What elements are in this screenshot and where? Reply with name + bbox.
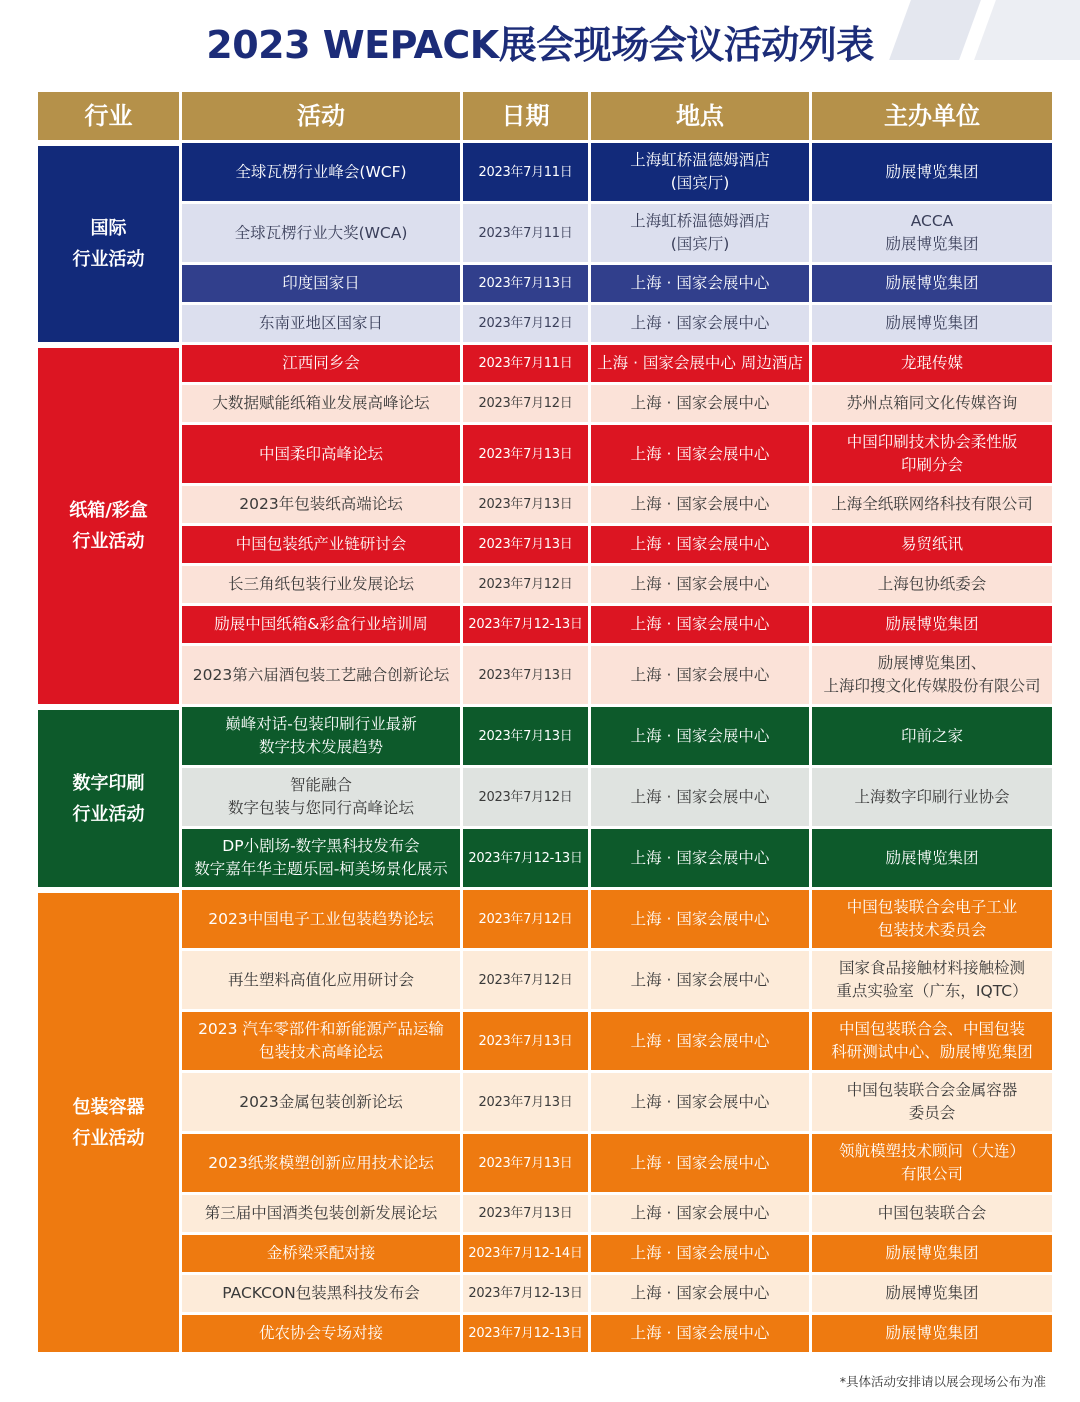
industry-category: 纸箱/彩盒 行业活动 (38, 348, 179, 704)
location-cell: 上海 · 国家会展中心 (591, 486, 809, 523)
organizer-cell: 励展博览集团、 上海印搜文化传媒股份有限公司 (812, 646, 1052, 704)
activity-cell: 印度国家日 (182, 265, 460, 302)
date-cell: 2023年7月12-13日 (463, 1275, 588, 1312)
activity-cell: 2023中国电子工业包装趋势论坛 (182, 890, 460, 948)
date-cell: 2023年7月12日 (463, 385, 588, 422)
industry-category: 国际 行业活动 (38, 146, 179, 342)
date-cell: 2023年7月13日 (463, 265, 588, 302)
organizer-cell: 领航模塑技术顾问（大连） 有限公司 (812, 1134, 1052, 1192)
location-cell: 上海 · 国家会展中心 (591, 425, 809, 483)
activity-cell: 巅峰对话-包装印刷行业最新 数字技术发展趋势 (182, 707, 460, 765)
organizer-cell: 中国包装联合会电子工业 包装技术委员会 (812, 890, 1052, 948)
date-cell: 2023年7月13日 (463, 1134, 588, 1192)
location-cell: 上海虹桥温德姆酒店 (国宾厅) (591, 204, 809, 262)
activity-table (38, 92, 1052, 1352)
activity-cell: 东南亚地区国家日 (182, 305, 460, 342)
activity-cell: 全球瓦楞行业大奖(WCA) (182, 204, 460, 262)
industry-category: 数字印刷 行业活动 (38, 710, 179, 887)
organizer-cell: 上海数字印刷行业协会 (812, 768, 1052, 826)
organizer-cell: 中国包装联合会 (812, 1195, 1052, 1232)
location-cell: 上海 · 国家会展中心 (591, 385, 809, 422)
location-cell: 上海 · 国家会展中心 (591, 265, 809, 302)
organizer-cell: 励展博览集团 (812, 606, 1052, 643)
header-date: 日期 (463, 92, 588, 140)
date-cell: 2023年7月12日 (463, 566, 588, 603)
date-cell: 2023年7月12日 (463, 951, 588, 1009)
location-cell: 上海 · 国家会展中心 (591, 305, 809, 342)
date-cell: 2023年7月12-14日 (463, 1235, 588, 1272)
organizer-cell: 中国包装联合会金属容器 委员会 (812, 1073, 1052, 1131)
location-cell: 上海 · 国家会展中心 (591, 707, 809, 765)
organizer-cell: ACCA 励展博览集团 (812, 204, 1052, 262)
activity-cell: 大数据赋能纸箱业发展高峰论坛 (182, 385, 460, 422)
header-industry: 行业 (38, 92, 179, 140)
header-activity: 活动 (182, 92, 460, 140)
organizer-cell: 励展博览集团 (812, 265, 1052, 302)
date-cell: 2023年7月13日 (463, 1012, 588, 1070)
organizer-cell: 励展博览集团 (812, 143, 1052, 201)
organizer-cell: 印前之家 (812, 707, 1052, 765)
location-cell: 上海 · 国家会展中心 (591, 1012, 809, 1070)
organizer-cell: 励展博览集团 (812, 1315, 1052, 1352)
activity-cell: 江西同乡会 (182, 345, 460, 382)
activity-cell: 2023第六届酒包装工艺融合创新论坛 (182, 646, 460, 704)
location-cell: 上海 · 国家会展中心 (591, 768, 809, 826)
activity-cell: 再生塑料高值化应用研讨会 (182, 951, 460, 1009)
activity-cell: 优农协会专场对接 (182, 1315, 460, 1352)
organizer-cell: 易贸纸讯 (812, 526, 1052, 563)
date-cell: 2023年7月13日 (463, 425, 588, 483)
location-cell: 上海 · 国家会展中心 周边酒店 (591, 345, 809, 382)
location-cell: 上海 · 国家会展中心 (591, 1315, 809, 1352)
activity-cell: PACKCON包装黑科技发布会 (182, 1275, 460, 1312)
location-cell: 上海 · 国家会展中心 (591, 646, 809, 704)
activity-cell: 2023金属包装创新论坛 (182, 1073, 460, 1131)
date-cell: 2023年7月11日 (463, 143, 588, 201)
date-cell: 2023年7月13日 (463, 486, 588, 523)
organizer-cell: 励展博览集团 (812, 305, 1052, 342)
location-cell: 上海 · 国家会展中心 (591, 890, 809, 948)
date-cell: 2023年7月11日 (463, 345, 588, 382)
location-cell: 上海 · 国家会展中心 (591, 1235, 809, 1272)
date-cell: 2023年7月12日 (463, 305, 588, 342)
location-cell: 上海 · 国家会展中心 (591, 951, 809, 1009)
organizer-cell: 苏州点箱同文化传媒咨询 (812, 385, 1052, 422)
date-cell: 2023年7月11日 (463, 204, 588, 262)
date-cell: 2023年7月13日 (463, 526, 588, 563)
date-cell: 2023年7月12日 (463, 890, 588, 948)
activity-cell: 长三角纸包装行业发展论坛 (182, 566, 460, 603)
date-cell: 2023年7月12-13日 (463, 606, 588, 643)
activity-cell: 2023纸浆模塑创新应用技术论坛 (182, 1134, 460, 1192)
organizer-cell: 中国包装联合会、中国包装 科研测试中心、励展博览集团 (812, 1012, 1052, 1070)
activity-cell: 金桥梁采配对接 (182, 1235, 460, 1272)
page-title: 2023 WEPACK展会现场会议活动列表 (206, 23, 874, 67)
location-cell: 上海 · 国家会展中心 (591, 566, 809, 603)
activity-cell: 智能融合 数字包装与您同行高峰论坛 (182, 768, 460, 826)
activity-cell: 中国包装纸产业链研讨会 (182, 526, 460, 563)
location-cell: 上海 · 国家会展中心 (591, 1275, 809, 1312)
location-cell: 上海虹桥温德姆酒店 (国宾厅) (591, 143, 809, 201)
organizer-cell: 中国印刷技术协会柔性版 印刷分会 (812, 425, 1052, 483)
activity-cell: 第三届中国酒类包装创新发展论坛 (182, 1195, 460, 1232)
activity-cell: 2023年包装纸高端论坛 (182, 486, 460, 523)
header-organizer: 主办单位 (812, 92, 1052, 140)
organizer-cell: 上海包协纸委会 (812, 566, 1052, 603)
organizer-cell: 励展博览集团 (812, 1235, 1052, 1272)
footnote: *具体活动安排请以展会现场公布为准 (839, 1374, 1046, 1389)
activity-cell: 中国柔印高峰论坛 (182, 425, 460, 483)
location-cell: 上海 · 国家会展中心 (591, 606, 809, 643)
date-cell: 2023年7月13日 (463, 1073, 588, 1131)
date-cell: 2023年7月13日 (463, 646, 588, 704)
date-cell: 2023年7月12日 (463, 768, 588, 826)
organizer-cell: 国家食品接触材料接触检测 重点实验室（广东，IQTC） (812, 951, 1052, 1009)
date-cell: 2023年7月12-13日 (463, 829, 588, 887)
activity-cell: DP小剧场-数字黑科技发布会 数字嘉年华主题乐园-柯美场景化展示 (182, 829, 460, 887)
date-cell: 2023年7月13日 (463, 707, 588, 765)
location-cell: 上海 · 国家会展中心 (591, 1134, 809, 1192)
organizer-cell: 励展博览集团 (812, 829, 1052, 887)
date-cell: 2023年7月12-13日 (463, 1315, 588, 1352)
location-cell: 上海 · 国家会展中心 (591, 526, 809, 563)
organizer-cell: 励展博览集团 (812, 1275, 1052, 1312)
date-cell: 2023年7月13日 (463, 1195, 588, 1232)
industry-category: 包装容器 行业活动 (38, 893, 179, 1352)
organizer-cell: 上海全纸联网络科技有限公司 (812, 486, 1052, 523)
location-cell: 上海 · 国家会展中心 (591, 829, 809, 887)
activity-cell: 2023 汽车零部件和新能源产品运输 包装技术高峰论坛 (182, 1012, 460, 1070)
activity-cell: 励展中国纸箱&彩盒行业培训周 (182, 606, 460, 643)
location-cell: 上海 · 国家会展中心 (591, 1195, 809, 1232)
location-cell: 上海 · 国家会展中心 (591, 1073, 809, 1131)
activity-cell: 全球瓦楞行业峰会(WCF) (182, 143, 460, 201)
header-location: 地点 (591, 92, 809, 140)
organizer-cell: 龙琨传媒 (812, 345, 1052, 382)
